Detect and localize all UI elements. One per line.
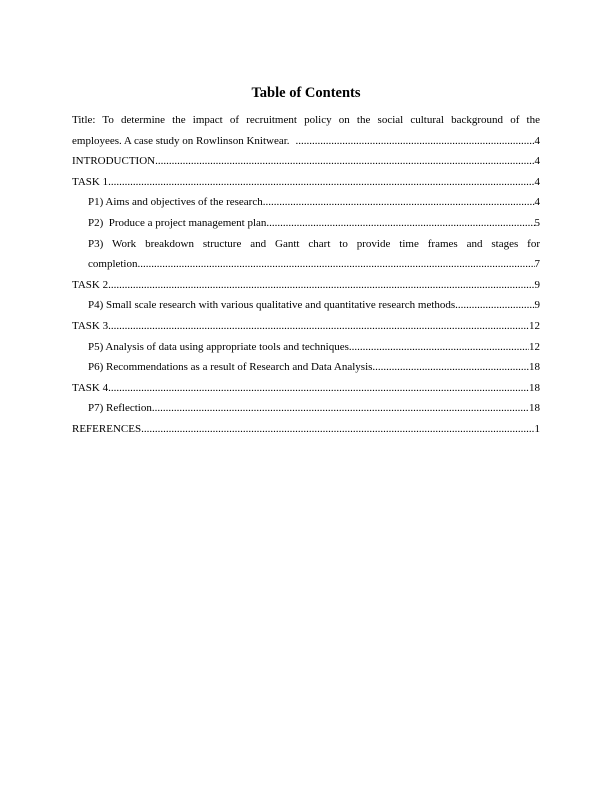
toc-page-number: 18 xyxy=(529,361,540,374)
toc-entry-task3[interactable] xyxy=(72,316,540,337)
toc-page-number: 18 xyxy=(529,381,540,394)
toc-entry-label: INTRODUCTION xyxy=(72,155,156,168)
toc-leader xyxy=(455,295,534,316)
toc-entry-label: TASK 3 xyxy=(72,319,109,332)
toc-entry-p7[interactable] xyxy=(72,398,540,419)
toc-entry-p6[interactable] xyxy=(72,357,540,378)
toc-entry-p4[interactable] xyxy=(72,295,540,316)
toc-entry-label: TASK 4 xyxy=(72,381,109,394)
toc-page-number: 12 xyxy=(529,340,540,353)
toc-entry-label: REFERENCES xyxy=(72,422,142,435)
toc-entry-label: TASK 1 xyxy=(72,175,109,188)
toc-leader xyxy=(266,213,534,234)
toc-heading: Table of Contents xyxy=(251,85,361,101)
toc-entry-label: P2) Produce a project management plan xyxy=(88,216,267,229)
toc-entry-label: completion xyxy=(88,258,138,271)
toc-leader xyxy=(138,254,535,275)
toc-entry-p2[interactable] xyxy=(72,213,540,234)
toc-leader xyxy=(108,275,534,296)
toc-entry-label: TASK 2 xyxy=(72,278,109,291)
toc-entry-title-line2: employees. A case study on Rowlinson Knitwear. xyxy=(72,134,290,147)
toc-page-number: 1 xyxy=(534,422,540,435)
toc-entry-label: P5) Analysis of data using appropriate tools and techniques xyxy=(88,340,349,353)
toc-page-number: 4 xyxy=(534,155,540,168)
toc-leader xyxy=(108,378,529,399)
toc-entry-task2[interactable] xyxy=(72,275,540,296)
toc-entry-title[interactable] xyxy=(72,110,540,151)
toc-leader xyxy=(290,131,535,152)
toc-entry-task1[interactable] xyxy=(72,172,540,193)
toc-entry-introduction[interactable] xyxy=(72,151,540,172)
toc-leader xyxy=(108,316,529,337)
toc-page-number: 4 xyxy=(534,196,540,209)
toc-leader xyxy=(349,337,529,358)
toc-leader xyxy=(108,172,534,193)
toc-entry-references[interactable] xyxy=(72,419,540,440)
toc-entry-task4[interactable] xyxy=(72,378,540,399)
toc-page-number: 4 xyxy=(534,175,540,188)
toc-entry-label-line1: P3) Work breakdown structure and Gantt chart to provide time frames and stages for xyxy=(88,237,540,250)
toc-entry-label: P7) Reflection xyxy=(88,402,152,415)
toc-page-number: 9 xyxy=(534,278,540,291)
toc-leader xyxy=(372,357,529,378)
toc-entry-title-line1: Title: To determine the impact of recruitment policy on the social cultural background of the xyxy=(72,114,540,126)
toc-leader xyxy=(141,419,534,440)
toc-page-number: 7 xyxy=(534,258,540,271)
toc-page-number: 18 xyxy=(529,402,540,415)
toc-leader xyxy=(155,151,534,172)
toc-page-number: 4 xyxy=(534,134,540,147)
toc-entry-label: P1) Aims and objectives of the research xyxy=(88,196,263,209)
toc-entry-p5[interactable] xyxy=(72,337,540,358)
table-of-contents xyxy=(72,110,540,440)
toc-leader xyxy=(263,192,535,213)
toc-entry-label: P4) Small scale research with various qualitative and quantitative research methods xyxy=(88,299,456,312)
toc-page-number: 5 xyxy=(534,216,540,229)
toc-leader xyxy=(152,398,529,419)
toc-entry-p3[interactable] xyxy=(72,234,540,275)
toc-entry-p1[interactable] xyxy=(72,192,540,213)
toc-page-number: 9 xyxy=(534,299,540,312)
toc-page-number: 12 xyxy=(529,319,540,332)
toc-entry-label: P6) Recommendations as a result of Research and Data Analysis xyxy=(88,361,373,374)
